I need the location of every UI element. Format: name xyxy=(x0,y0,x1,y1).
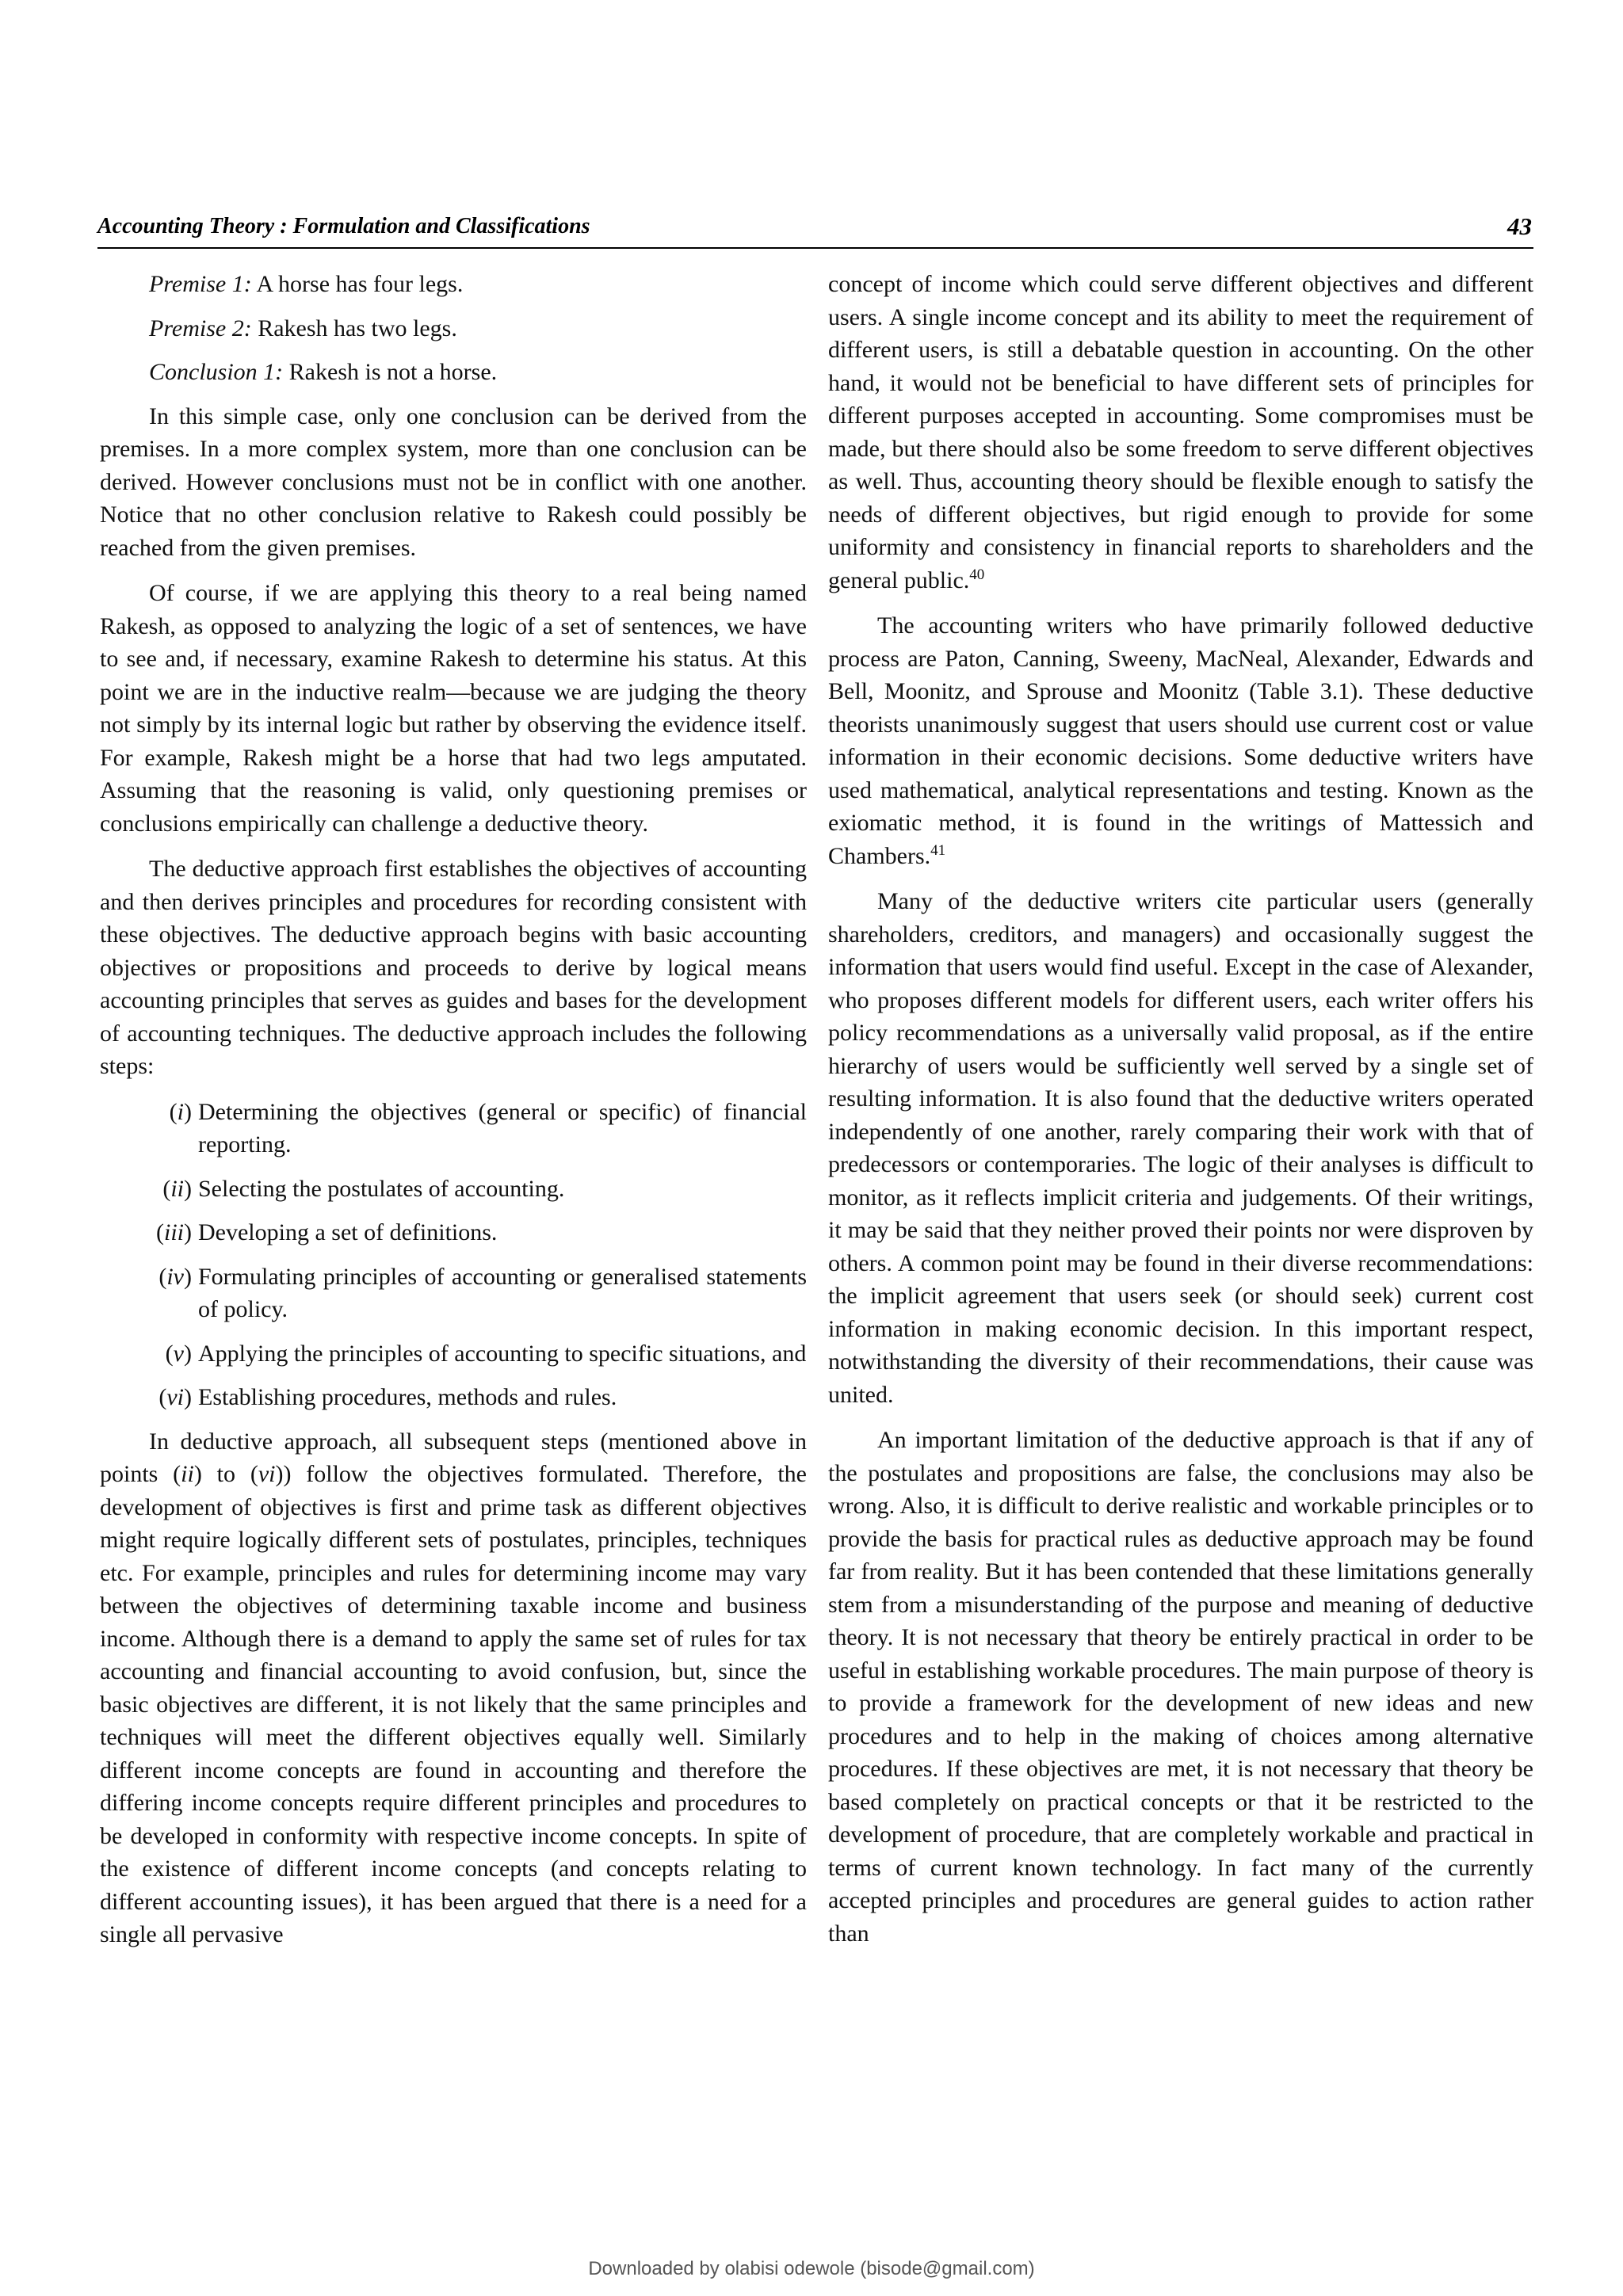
list-number: (ii) xyxy=(162,1175,192,1202)
premise-2 xyxy=(100,312,807,345)
list-item xyxy=(100,1337,807,1371)
page-number: 43 xyxy=(1507,212,1532,240)
premise-text: Rakesh is not a horse. xyxy=(283,359,498,385)
list-item-text: Determining the objectives (general or specific) of financial reporting. xyxy=(198,1098,807,1158)
paragraph: In this simple case, only one conclusion can be derived from the premises. In a more complex system, more than one conclusion can be derived. However conclusions must not be in conflict with one another. Notice that no other conclusion relative to Rakesh could possibly be reached from the given premises. xyxy=(100,402,807,561)
paragraph: The accounting writers who have primarily followed deductive process are Paton, Canning, Sweeny, MacNeal, Alexander, Edwards and Bell, Moonitz, and Sprouse and Moonitz (Table 3.1). These deductive theorists unanimously suggest that users should use current cost or value information in their economic decisions. Some deductive writers have used mathematical, analytical representations and testing. Known as the exiomatic method, it is found in the writings of Mattessich and Chambers.$^{41}$ xyxy=(828,612,1533,869)
list-item-text: Establishing procedures, methods and rules. xyxy=(198,1384,617,1410)
steps-list xyxy=(100,1096,807,1414)
running-header xyxy=(97,212,1533,249)
list-item xyxy=(100,1216,807,1249)
paragraph: Many of the deductive writers cite particular users (generally shareholders, creditors, and managers) and occasionally suggest the information that users would find useful. Except in the case of Alexander, who proposes different models for different users, each writer offers his policy recommendations as a universally valid proposal, as if the entire hierarchy of users would be sufficiently well served by a single set of resulting information. It is also found that the deductive writers operated independently of one another, rarely comparing their work with that of predecessors or contemporaries. The logic of their analyses is difficult to monitor, as it reflects implicit criteria and judgements. Of their writings, it may be said that they neither proved their points nor were disproven by others. A common point may be found in their diverse recommendations: the implicit agreement that users seek (or should seek) current cost information in making economic decision. In this important respect, notwithstanding the diversity of their recommendations, their cause was united. xyxy=(828,888,1533,1408)
footnote-ref: 41 xyxy=(930,841,946,859)
list-number: (v) xyxy=(165,1340,192,1367)
list-item-text: Formulating principles of accounting or generalised statements of policy. xyxy=(198,1263,807,1322)
list-number: (iii) xyxy=(155,1219,192,1245)
list-number: (i) xyxy=(169,1098,192,1125)
list-item xyxy=(100,1096,807,1161)
footnote-ref: 40 xyxy=(969,566,985,583)
list-number: (vi) xyxy=(158,1384,192,1410)
list-item xyxy=(100,1261,807,1326)
premise-label: Premise 1: xyxy=(149,271,252,297)
premise-label: Conclusion 1: xyxy=(149,359,284,385)
right-column xyxy=(828,268,1533,1962)
download-footer: Downloaded by olabisi odewole (bisode@gmail.com) xyxy=(588,2258,1035,2279)
running-title: Accounting Theory : Formulation and Classifications xyxy=(97,214,590,238)
left-column xyxy=(100,268,807,1964)
premise-text: Rakesh has two legs. xyxy=(251,315,457,341)
list-item-text: Selecting the postulates of accounting. xyxy=(198,1175,565,1202)
list-item xyxy=(100,1381,807,1414)
list-item xyxy=(100,1173,807,1206)
paragraph: The deductive approach first establishes the objectives of accounting and then derives principles and procedures for recording consistent with these objectives. The deductive approach begins with basic accounting objectives or propositions and proceeds to derive by logical means accounting principles that serves as guides and bases for the development of accounting techniques. The deductive approach includes the following steps: xyxy=(100,856,807,1079)
paragraph: In deductive approach, all subsequent steps (mentioned above in points (ii) to (vi)) follow the objectives formulated. Therefore, the development of objectives is first and prime task as different objectives might require logically different sets of postulates, principles, techniques etc. For example, principles and rules for determining income may vary between the objectives of determining taxable income and business income. Although there is a demand to apply the same set of rules for tax accounting and financial accounting to avoid confusion, but, since the basic objectives are different, it is not likely that the same principles and techniques will meet the different objectives equally well. Similarly different income concepts are found in accounting and therefore the differing income concepts require different principles and procedures to be developed in conformity with respective income concepts. In spite of the existence of different income concepts (and concepts relating to different accounting issues), it has been argued that there is a need for a single all pervasive xyxy=(100,1428,807,1947)
premise-1 xyxy=(100,268,807,301)
conclusion-1 xyxy=(100,356,807,389)
list-number: (iv) xyxy=(158,1263,192,1290)
list-item-text: Developing a set of definitions. xyxy=(198,1219,498,1245)
premise-label: Premise 2: xyxy=(149,315,252,341)
paragraph: An important limitation of the deductive approach is that if any of the postulates and propositions are false, the conclusions may also be wrong. Also, it is difficult to derive realistic and workable principles or to provide the basis for practical rules as deductive approach may be found far from reality. But it has been contended that these limitations generally stem from a misunderstanding of the purpose and meaning of deductive theory. It is not necessary that theory be entirely practical in order to be useful in establishing workable procedures. The main purpose of theory is to provide a framework for the development of new ideas and new procedures and to help in the making of choices among alternative procedures. If these objectives are met, it is not necessary that theory be based completely on practical concepts or that it be restricted to the development of procedure, that are completely workable and practical in terms of current known technology. In fact many of the currently accepted principles and procedures are general guides to action rather than xyxy=(828,1427,1533,1947)
premise-text: A horse has four legs. xyxy=(251,271,464,297)
paragraph: Of course, if we are applying this theory to a real being named Rakesh, as opposed to analyzing the logic of a set of sentences, we have to see and, if necessary, examine Rakesh to determine his status. At this point we are in the inductive realm—because we are judging the theory not simply by its internal logic but rather by observing the evidence itself. For example, Rakesh might be a horse that had two legs amputated. Assuming that the reasoning is valid, only questioning premises or conclusions empirically can challenge a deductive theory. xyxy=(100,580,807,837)
list-item-text: Applying the principles of accounting to specific situations, and xyxy=(198,1340,807,1367)
paragraph: concept of income which could serve different objectives and different users. A single income concept and its ability to meet the requirement of different users, is still a debatable question in accounting. On the other hand, it would not be beneficial to have different sets of principles for different purposes accepted in accounting. Some compromises must be made, but there should also be some freedom to serve different objectives as well. Thus, accounting theory should be flexible enough to satisfy the needs of different objectives, but rigid enough to provide for some uniformity and consistency in financial reports to shareholders and the general public.$^{40}$ xyxy=(828,271,1533,593)
